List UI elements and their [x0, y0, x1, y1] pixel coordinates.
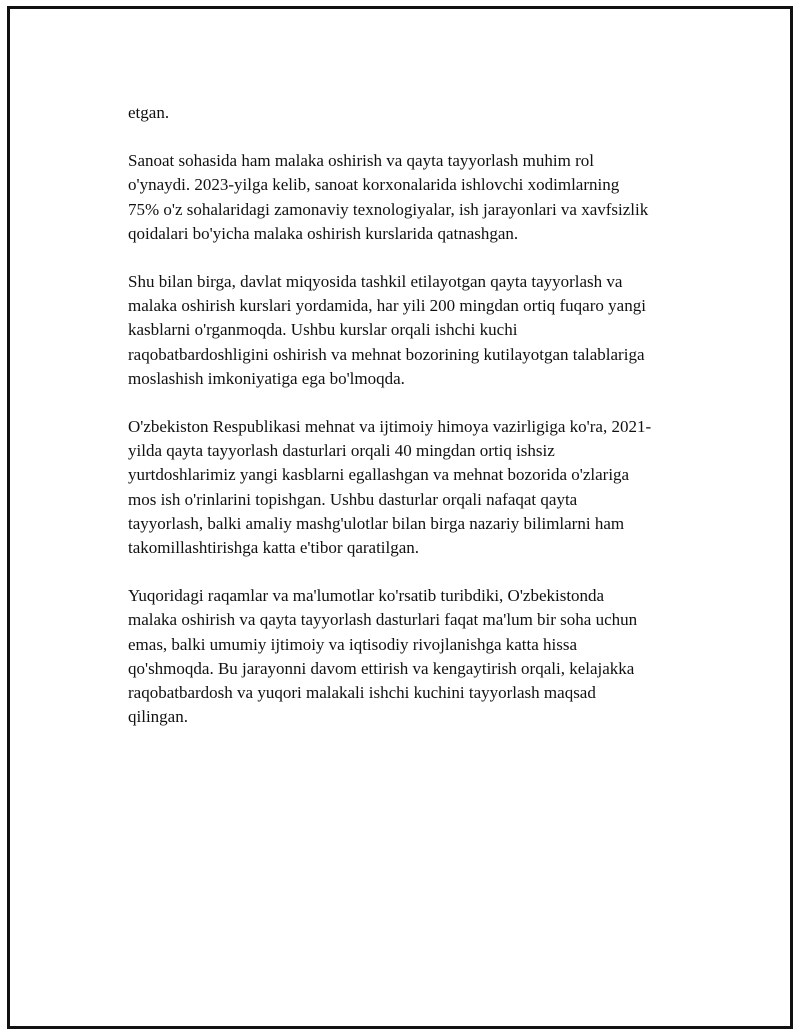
paragraph-ministry-statistics: O'zbekiston Respublikasi mehnat va ijtimoiy himoya vazirligiga ko'ra, 2021- yilda qayta tayyorlash dasturlari orqali 40 mingdan ortiq ishsiz yurtdoshlarimiz yangi kasblarni egallashgan va mehnat bozorida o'zlariga mos ish o'rinlarini topishgan. Ushbu dasturlar orqali nafaqat qayta tayyorlash, balki amaliy mashg'ulotlar bilan birga nazariy bilimlarni ham takomillashtirishga katta e'tibor qaratilgan.	[128, 417, 652, 558]
paragraph-state-courses: Shu bilan birga, davlat miqyosida tashkil etilayotgan qayta tayyorlash va malaka oshirish kurslari yordamida, har yili 200 mingdan ortiq fuqaro yangi kasblarni o'rganmoqda. Ushbu kurslar orqali ishchi kuchi raqobatbardoshligini oshirish va mehnat bozorining kutilayotgan talablariga moslashish imkoniyatiga ega bo'lmoqda.	[128, 272, 646, 388]
paragraph-industry-training: Sanoat sohasida ham malaka oshirish va qayta tayyorlash muhim rol o'ynaydi. 2023-yilga kelib, sanoat korxonalarida ishlovchi xodimlarning 75% o'z sohalaridagi zamonaviy texnologiyalar, ish jarayonlari va xavfsizlik qoidalari bo'yicha malaka oshirish kurslarida qatnashgan.	[128, 151, 649, 243]
paragraph-continuation: etgan.	[128, 103, 170, 122]
paragraph-conclusion: Yuqoridagi raqamlar va ma'lumotlar ko'rsatib turibdiki, O'zbekistonda malaka oshirish va qayta tayyorlash dasturlari faqat ma'lum bir soha uchun emas, balki umumiy ijtimoiy va iqtisodiy rivojlanishga katta hissa qo'shmoqda. Bu jarayonni davom ettirish va kengaytirish orqali, kelajakka raqobatbardosh va yuqori malakali ishchi kuchini tayyorlash maqsad qilingan.	[128, 586, 638, 727]
document-body	[128, 101, 698, 753]
page-frame	[7, 6, 793, 1029]
